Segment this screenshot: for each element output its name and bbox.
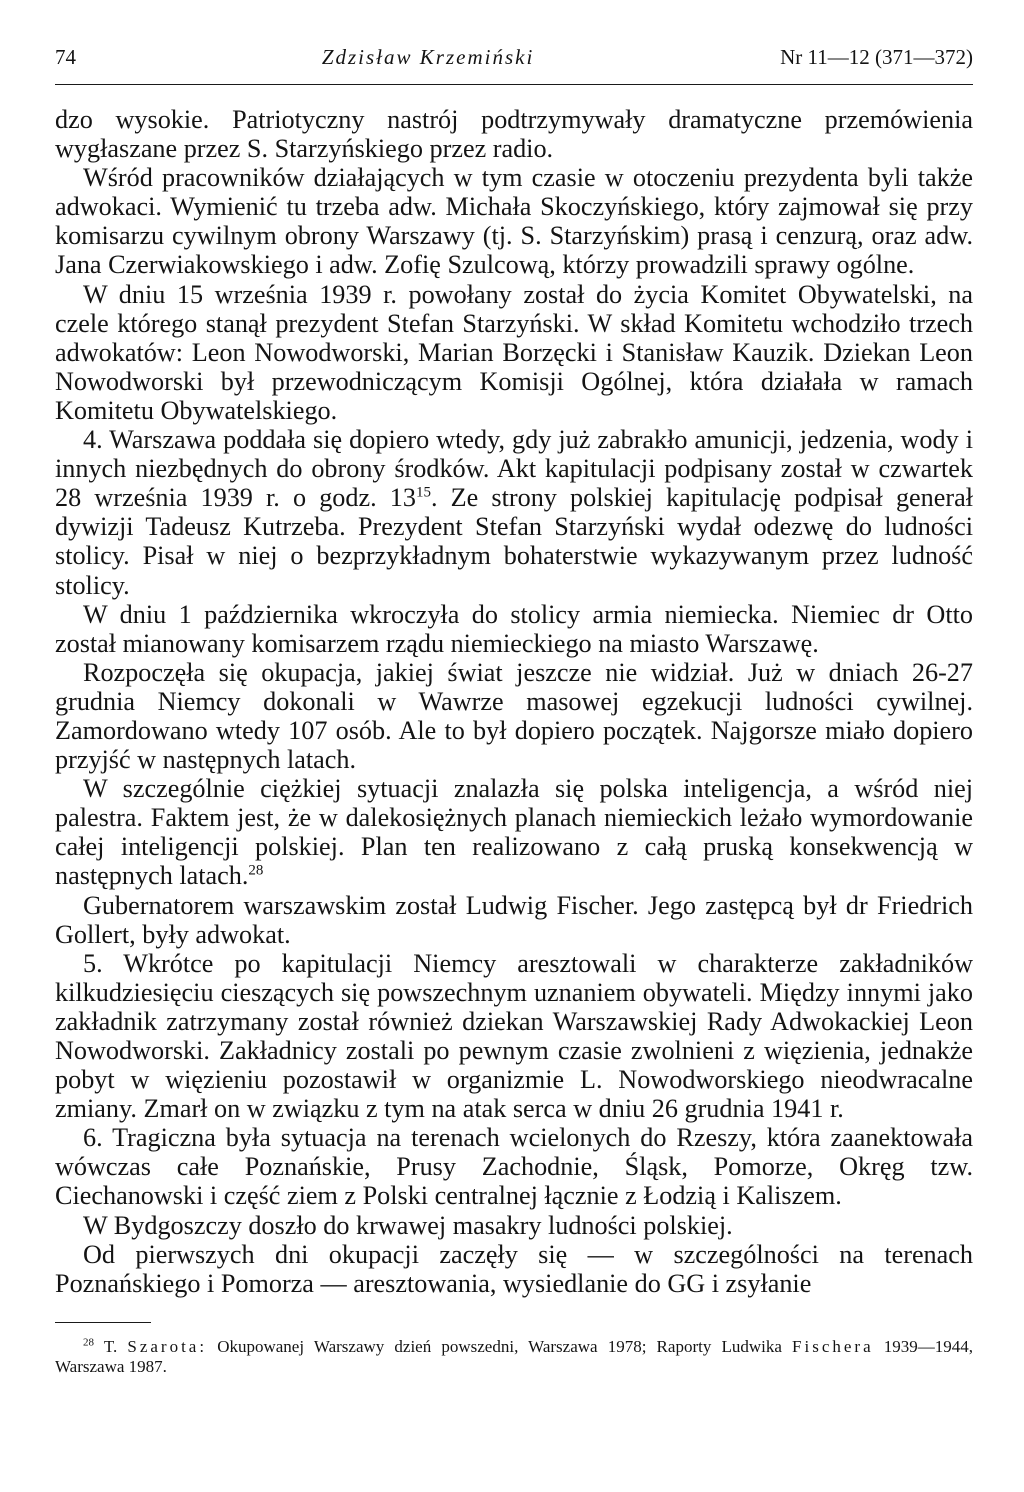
running-header	[55, 44, 973, 85]
paragraph: W szczególnie ciężkiej sytuacji znalazła się polska inteligencja, a wśród niej palestra. Faktem jest, że w dalekosiężnych planach niemieckich leżało wymordowanie całej inteligencji polskiej. Plan ten realizowano z całą pruską konsekwencją w następnych latach.$^{28}$	[55, 774, 973, 891]
footnote-author-surname: Szarota:	[127, 1336, 208, 1356]
footnote-marker: 28	[83, 1336, 94, 1349]
time-superscript: 15	[415, 484, 431, 501]
footnote-reference[interactable]: 28	[248, 862, 264, 879]
footnote-text-1: Okupowanej Warszawy dzień powszedni, Warszawa 1978; Raporty Ludwika	[217, 1336, 782, 1356]
body-text	[55, 105, 973, 1298]
paragraph: W dniu 15 września 1939 r. powołany został do życia Komitet Obywatelski, na czele którego stanął prezydent Stefan Starzyński. W skład Komitetu wchodziło trzech adwokatów: Leon Nowodworski, Marian Borzęcki i Stanisław Kauzik. Dziekan Leon Nowodworski był przewodniczącym Komisji Ogólnej, która działała w ramach Komitetu Obywatelskiego.	[55, 279, 973, 425]
paragraph: Rozpoczęła się okupacja, jakiej świat jeszcze nie widział. Już w dniach 26-27 grudnia Niemcy dokonali w Wawrze masowej egzekucji ludności cywilnej. Zamordowano wtedy 107 osób. Ale to był dopiero początek. Najgorsze miało dopiero przyjść w następnych latach.	[55, 657, 973, 775]
book-page	[55, 44, 973, 1377]
paragraph-continuation: dzo wysokie. Patriotyczny nastrój podtrzymywały dramatyczne przemówienia wygłaszane przez S. Starzyńskiego przez radio.	[55, 105, 973, 164]
footnote-text-2: 1939—1944, Warszawa 1987.	[55, 1336, 974, 1376]
paragraph: W Bydgoszczy doszło do krwawej masakry ludności polskiej.	[83, 1210, 733, 1240]
paragraph-section-5: 5. Wkrótce po kapitulacji Niemcy aresztowali w charakterze zakładników kilkudziesięciu cieszących się powszechnym uznaniem obywateli. Między innymi jako zakładnik zatrzymany został również dziekan Warszawskiej Rady Adwokackiej Leon Nowodworski. Zakładnicy zostali po pewnym czasie zwolnieni z więzienia, jednakże pobyt w więzieniu pozostawił w organizmie L. Nowodworskiego nieodwracalne zmiany. Zmarł on w związku z tym na atak serca w dniu 26 grudnia 1941 r.	[55, 948, 973, 1124]
paragraph: Gubernatorem warszawskim został Ludwig Fischer. Jego zastępcą był dr Friedrich Gollert, były adwokat.	[55, 890, 973, 949]
footnote-author-surname-2: Fischera	[792, 1336, 874, 1356]
paragraph: Wśród pracowników działających w tym czasie w otoczeniu prezydenta byli także adwokaci. Wymienić tu trzeba adw. Michała Skoczyńskiego, który zajmował się przy komisarzu cywilnym obrony Warszawy (tj. S. Starzyńskim) prasą i cenzurą, oraz adw. Jana Czerwiakowskiego i adw. Zofię Szulcową, którzy prowadzili sprawy ogólne.	[55, 163, 973, 280]
paragraph-section-4: 4. Warszawa poddała się dopiero wtedy, gdy już zabrakło amunicji, jedzenia, wody i innych niezbędnych do obrony środków. Akt kapitulacji podpisany został w czwartek 28 września 1939 r. o godz. $13^{15}$. Ze strony polskiej kapitulację podpisał generał dywizji Tadeusz Kutrzeba. Prezydent Stefan Starzyński wydał odezwę do ludności stolicy. Pisał w niej o bezprzykładnym bohaterstwie wykazywanym przez ludność stolicy.	[55, 425, 974, 600]
page-number: 74	[55, 45, 76, 69]
footnote	[55, 1337, 973, 1377]
footnote-rule	[55, 1322, 151, 1323]
running-author: Zdzisław Krzemiński	[321, 45, 535, 69]
footnote-author-initial: T.	[103, 1336, 118, 1356]
issue-number: Nr 11—12 (371—372)	[780, 45, 973, 69]
paragraph: W dniu 1 października wkroczyła do stolicy armia niemiecka. Niemiec dr Otto został mianowany komisarzem rządu niemieckiego na miasto Warszawę.	[55, 599, 973, 658]
paragraph: Od pierwszych dni okupacji zaczęły się — w szczególności na terenach Poznańskiego i Pomorza — aresztowania, wysiedlanie do GG i zsyłanie	[55, 1239, 973, 1298]
paragraph-section-6: 6. Tragiczna była sytuacja na terenach wcielonych do Rzeszy, która zaanektowała wówczas całe Poznańskie, Prusy Zachodnie, Śląsk, Pomorze, Okręg tzw. Ciechanowski i część ziem z Polski centralnej łącznie z Łodzią i Kaliszem.	[55, 1123, 973, 1211]
